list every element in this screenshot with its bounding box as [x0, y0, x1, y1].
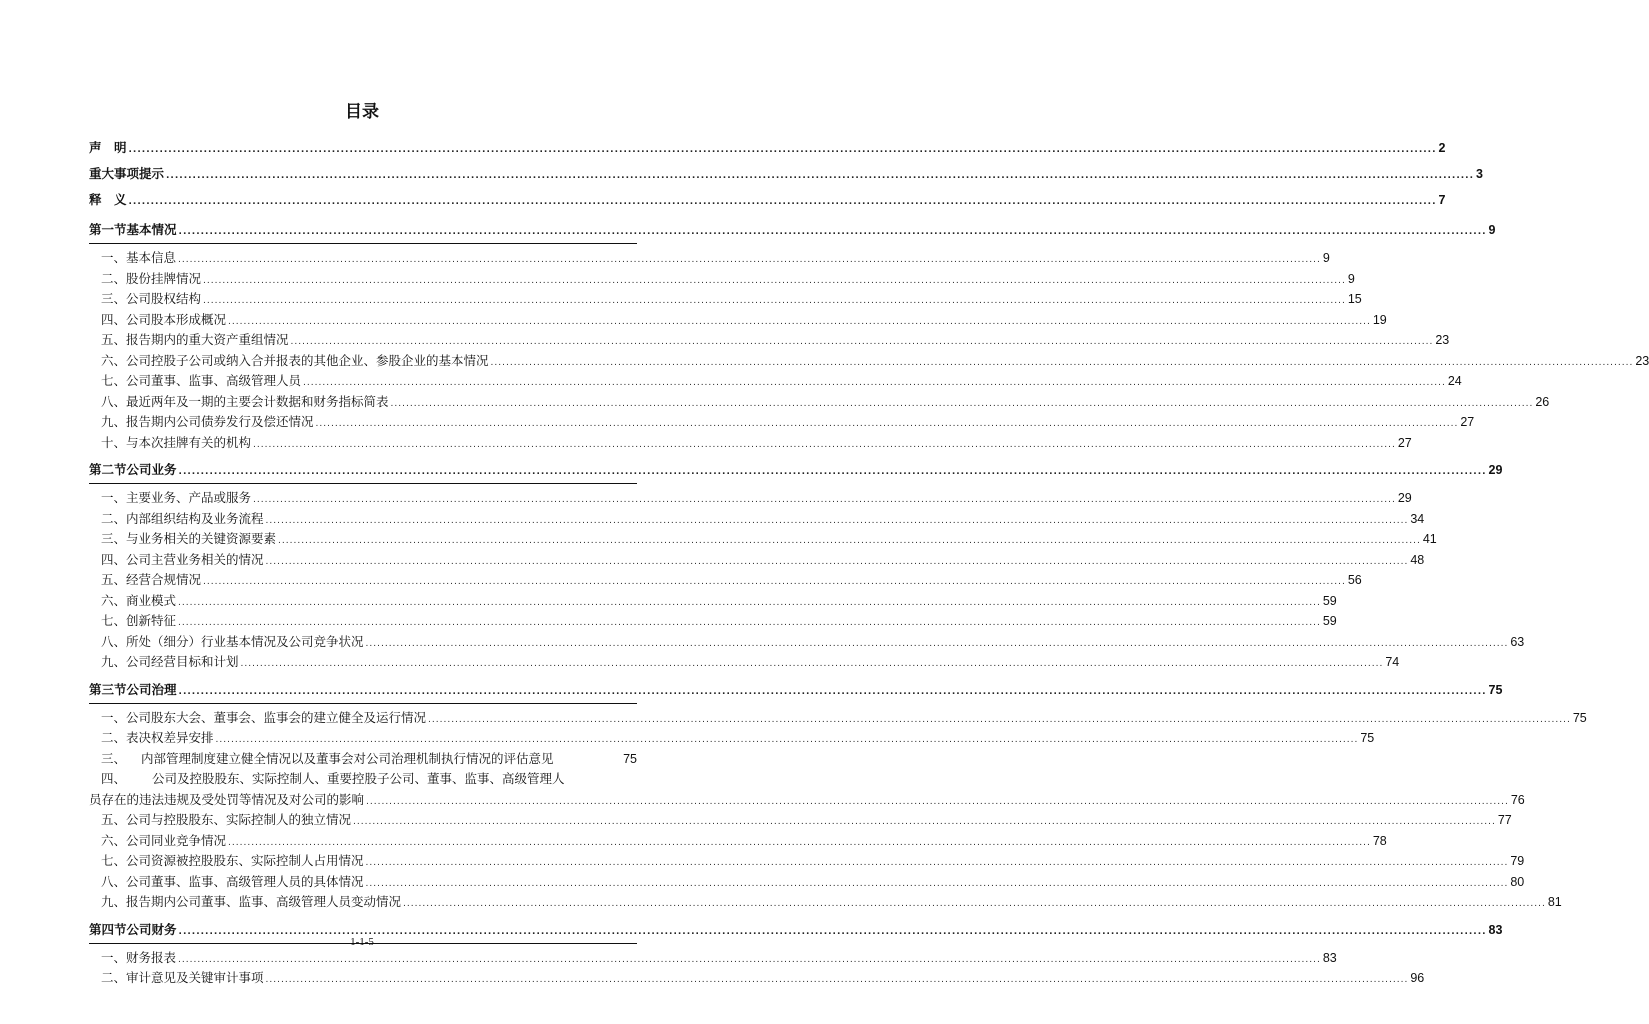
toc-entry-label: 最近两年及一期的主要会计数据和财务指标简表 — [126, 393, 389, 409]
toc-heading-page: 7 — [1438, 193, 1446, 207]
toc-entry-label: 公司经营目标和计划 — [126, 654, 239, 669]
toc-entry-number: 十、 — [101, 434, 127, 450]
toc-entry[interactable] — [89, 769, 637, 790]
toc-leader-dots — [178, 950, 1321, 971]
toc-entry[interactable] — [89, 412, 1475, 433]
toc-entry[interactable] — [89, 289, 1362, 310]
page-number-footer: 1-1-5 — [350, 936, 374, 948]
toc-entry-number: 四、 — [101, 551, 127, 567]
toc-entry-number: 三、 — [101, 531, 127, 546]
toc-entry-page: 76 — [1510, 792, 1525, 807]
toc-entry-number: 三、 — [101, 750, 127, 766]
toc-entry-label: 公司同业竞争情况 — [126, 832, 227, 848]
toc-entry-page: 9 — [1322, 251, 1330, 265]
toc-entry[interactable] — [89, 310, 1387, 331]
toc-leader-dots — [203, 572, 1346, 593]
toc-entry-page: 75 — [623, 751, 637, 766]
toc-entry-label: 公司主营业务相关的情况 — [126, 551, 264, 567]
toc-entry-number: 五、 — [101, 572, 127, 587]
toc-entry-label: 报告期内公司债券发行及偿还情况 — [126, 414, 314, 429]
toc-leader-dots — [228, 833, 1371, 854]
toc-heading-label: 公司业务 — [126, 462, 177, 477]
toc-entry-number: 九、 — [101, 654, 127, 669]
toc-entry[interactable] — [89, 728, 1375, 749]
toc-entry[interactable] — [89, 529, 1437, 550]
toc-leader-dots — [253, 435, 1396, 456]
toc-entry-page: 79 — [1510, 854, 1525, 868]
toc-leader-dots — [203, 271, 1346, 292]
toc-section-heading[interactable] — [89, 187, 1446, 213]
toc-leader-dots — [179, 459, 1487, 485]
toc-entry-number: 六、 — [101, 832, 127, 848]
toc-section-heading[interactable] — [89, 677, 1503, 703]
toc-leader-dots — [241, 654, 1384, 675]
toc-entry-label: 审计意见及关键审计事项 — [126, 970, 264, 985]
toc-entry-number: 二、 — [101, 510, 127, 526]
toc-heading-page: 3 — [1476, 167, 1483, 181]
toc-entry-number: 四、 — [101, 771, 127, 786]
toc-entry[interactable] — [89, 591, 1337, 612]
toc-leader-dots — [253, 490, 1396, 511]
toc-entry-number: 二、 — [101, 730, 127, 745]
toc-leader-dots — [353, 812, 1496, 833]
toc-section-heading[interactable] — [89, 161, 1483, 187]
toc-leader-dots — [366, 634, 1509, 655]
toc-leader-dots — [366, 874, 1509, 895]
toc-heading-label: 重大事项提示 — [89, 166, 165, 181]
toc-entry[interactable] — [89, 570, 1362, 591]
toc-leader-dots — [166, 163, 1474, 189]
toc-leader-dots — [266, 970, 1409, 991]
toc-entry[interactable] — [89, 371, 1462, 392]
toc-entry-label: 公司及控股股东、实际控制人、重要控股子公司、董事、监事、高级管理人 — [152, 771, 565, 786]
toc-heading-page: 83 — [1488, 922, 1503, 937]
toc-entry-label: 内部组织结构及业务流程 — [126, 510, 264, 526]
toc-entry[interactable] — [89, 652, 1400, 673]
toc-entry[interactable] — [89, 351, 1649, 372]
toc-heading-page: 2 — [1438, 141, 1446, 155]
toc-entry-number: 九、 — [101, 894, 127, 909]
toc-entry[interactable] — [89, 269, 1355, 290]
toc-entry-label: 公司董事、监事、高级管理人员 — [126, 373, 302, 388]
toc-leader-dots — [266, 552, 1409, 573]
toc-entry-page: 15 — [1347, 292, 1362, 306]
toc-entry-page: 75 — [1572, 710, 1587, 725]
toc-entry-number: 四、 — [101, 311, 127, 327]
toc-entry-label: 股份挂牌情况 — [126, 270, 202, 286]
toc-entry-label-continued: 员存在的违法违规及受处罚等情况及对公司的影响 — [89, 791, 365, 807]
toc-entry-page: 27 — [1397, 435, 1412, 450]
toc-leader-dots — [178, 250, 1321, 271]
toc-entry-label: 与业务相关的关键资源要素 — [126, 531, 277, 546]
toc-entry-page: 29 — [1397, 491, 1412, 505]
toc-leader-dots — [178, 613, 1321, 634]
toc-heading-page: 75 — [1488, 682, 1503, 697]
toc-entry-label: 财务报表 — [126, 949, 177, 965]
toc-leader-dots — [179, 679, 1487, 705]
toc-entry-page: 24 — [1447, 374, 1462, 388]
toc-heading-page: 9 — [1488, 223, 1496, 237]
toc-entry-number: 二、 — [101, 970, 127, 985]
toc-entry-page: 75 — [1360, 731, 1375, 745]
toc-entry-page: 78 — [1372, 833, 1387, 848]
toc-entry-number: 七、 — [101, 613, 127, 628]
toc-entry[interactable] — [89, 968, 1425, 989]
toc-entry-number: 一、 — [101, 949, 127, 965]
toc-entry-page: 63 — [1510, 634, 1525, 649]
toc-entry-page: 48 — [1410, 552, 1425, 567]
toc-entry-page: 80 — [1510, 874, 1525, 889]
toc-entry-label: 公司与控股股东、实际控制人的独立情况 — [126, 812, 352, 827]
toc-entry-number: 八、 — [101, 873, 127, 889]
toc-entry-number: 八、 — [101, 393, 127, 409]
toc-entry-label: 公司董事、监事、高级管理人员的具体情况 — [126, 873, 364, 889]
toc-entry-page: 41 — [1422, 532, 1437, 546]
toc-entry[interactable] — [89, 330, 1450, 351]
toc-leader-dots — [291, 332, 1434, 353]
toc-entry[interactable] — [89, 708, 1587, 729]
toc-leader-dots — [228, 312, 1371, 333]
toc-entry-number: 八、 — [101, 633, 127, 649]
toc-entry-number: 七、 — [101, 373, 127, 388]
toc-entry-page: 19 — [1372, 312, 1387, 327]
toc-entry[interactable] — [89, 872, 1525, 893]
toc-heading-label: 释 义 — [89, 192, 127, 207]
toc-leader-dots — [428, 710, 1571, 731]
toc-section-heading[interactable] — [89, 135, 1446, 161]
toc-section-number: 第二节 — [89, 462, 127, 477]
toc-heading-label: 基本情况 — [126, 222, 177, 237]
toc-entry-page: 74 — [1385, 655, 1400, 669]
toc-entry[interactable] — [89, 749, 637, 770]
toc-section-number: 第四节 — [89, 921, 127, 937]
toc-entry-label: 报告期内的重大资产重组情况 — [126, 332, 289, 347]
toc-leader-dots — [178, 593, 1321, 614]
toc-entry-label: 报告期内公司董事、监事、高级管理人员变动情况 — [126, 894, 402, 909]
toc-entry[interactable] — [89, 392, 1550, 413]
toc-entry-label: 公司控股子公司或纳入合并报表的其他企业、参股企业的基本情况 — [126, 352, 489, 368]
toc-entry[interactable] — [89, 948, 1337, 969]
toc-entry-label: 主要业务、产品或服务 — [126, 490, 252, 505]
toc-heading-label: 公司治理 — [126, 681, 177, 697]
toc-entry-number: 六、 — [101, 592, 127, 608]
toc-leader-dots — [129, 189, 1437, 215]
toc-entry-page: 23 — [1635, 353, 1649, 368]
toc-entry-continuation[interactable] — [89, 790, 1525, 811]
toc-entry-number: 一、 — [101, 709, 127, 725]
toc-heading-label: 声 明 — [89, 140, 127, 155]
toc-leader-dots — [216, 730, 1359, 751]
toc-leader-dots — [366, 853, 1509, 874]
toc-leader-dots — [278, 531, 1421, 552]
page-title: 目录 — [345, 102, 379, 122]
toc-entry-label: 公司资源被控股股东、实际控制人占用情况 — [126, 853, 364, 868]
toc-entry[interactable] — [89, 810, 1512, 831]
toc-leader-dots — [179, 219, 1487, 245]
toc-entry-label: 与本次挂牌有关的机构 — [126, 434, 252, 450]
toc-entry-label: 所处（细分）行业基本情况及公司竞争状况 — [126, 633, 364, 649]
toc-entry[interactable] — [89, 632, 1525, 653]
toc-entry-page: 59 — [1322, 614, 1337, 628]
toc-entry-number: 九、 — [101, 414, 127, 429]
toc-entry-page: 59 — [1322, 593, 1337, 608]
toc-section-heading[interactable] — [89, 217, 1496, 243]
toc-entry-number: 二、 — [101, 270, 127, 286]
toc-entry[interactable] — [89, 509, 1425, 530]
toc-entry-label: 公司股本形成概况 — [126, 311, 227, 327]
toc-entry[interactable] — [89, 433, 1412, 454]
toc-leader-dots — [316, 414, 1459, 435]
toc-section-number: 第一节 — [89, 222, 127, 237]
toc-section-number: 第三节 — [89, 681, 127, 697]
toc-entry-number: 五、 — [101, 332, 127, 347]
toc-entry-page: 81 — [1547, 895, 1562, 909]
toc-entry-page: 77 — [1497, 813, 1512, 827]
toc-entry-number: 一、 — [101, 250, 127, 265]
toc-entry-number: 五、 — [101, 812, 127, 827]
table-of-contents — [89, 135, 1649, 989]
toc-entry-page: 27 — [1460, 415, 1475, 429]
toc-entry[interactable] — [89, 248, 1330, 269]
toc-entry-page: 83 — [1322, 950, 1337, 965]
toc-leader-dots — [303, 373, 1446, 394]
toc-entry-label: 公司股权结构 — [126, 291, 202, 306]
toc-entry-number: 六、 — [101, 352, 127, 368]
toc-entry[interactable] — [89, 851, 1525, 872]
toc-leader-dots — [366, 792, 1509, 813]
toc-entry-label: 经营合规情况 — [126, 572, 202, 587]
toc-entry[interactable] — [89, 611, 1337, 632]
toc-entry[interactable] — [89, 550, 1425, 571]
toc-entry-label: 公司股东大会、董事会、监事会的建立健全及运行情况 — [126, 709, 427, 725]
toc-entry-label: 内部管理制度建立健全情况以及董事会对公司治理机制执行情况的评估意见 — [141, 750, 554, 766]
toc-entry[interactable] — [89, 488, 1412, 509]
toc-entry-page: 9 — [1347, 271, 1355, 286]
toc-leader-dots — [266, 511, 1409, 532]
toc-entry-page: 23 — [1435, 333, 1450, 347]
toc-entry[interactable] — [89, 831, 1387, 852]
toc-entry-page: 26 — [1535, 394, 1550, 409]
toc-leader-dots — [391, 394, 1534, 415]
toc-entry-number: 三、 — [101, 291, 127, 306]
toc-entry[interactable] — [89, 892, 1562, 913]
toc-entry-number: 七、 — [101, 853, 127, 868]
toc-heading-page: 29 — [1488, 463, 1503, 477]
toc-leader-dots — [403, 894, 1546, 915]
toc-entry-page: 96 — [1410, 971, 1425, 985]
toc-entry-page: 56 — [1347, 573, 1362, 587]
toc-entry-label: 表决权差异安排 — [126, 730, 214, 745]
toc-entry-number: 一、 — [101, 490, 127, 505]
toc-leader-dots — [203, 291, 1346, 312]
toc-entry-label: 基本信息 — [126, 250, 177, 265]
toc-leader-dots — [491, 353, 1634, 374]
toc-entry-page: 34 — [1410, 511, 1425, 526]
toc-entry-label: 创新特征 — [126, 613, 177, 628]
toc-entry-label: 商业模式 — [126, 592, 177, 608]
toc-heading-label: 公司财务 — [126, 921, 177, 937]
toc-section-heading[interactable] — [89, 457, 1503, 483]
toc-leader-dots — [129, 137, 1437, 163]
